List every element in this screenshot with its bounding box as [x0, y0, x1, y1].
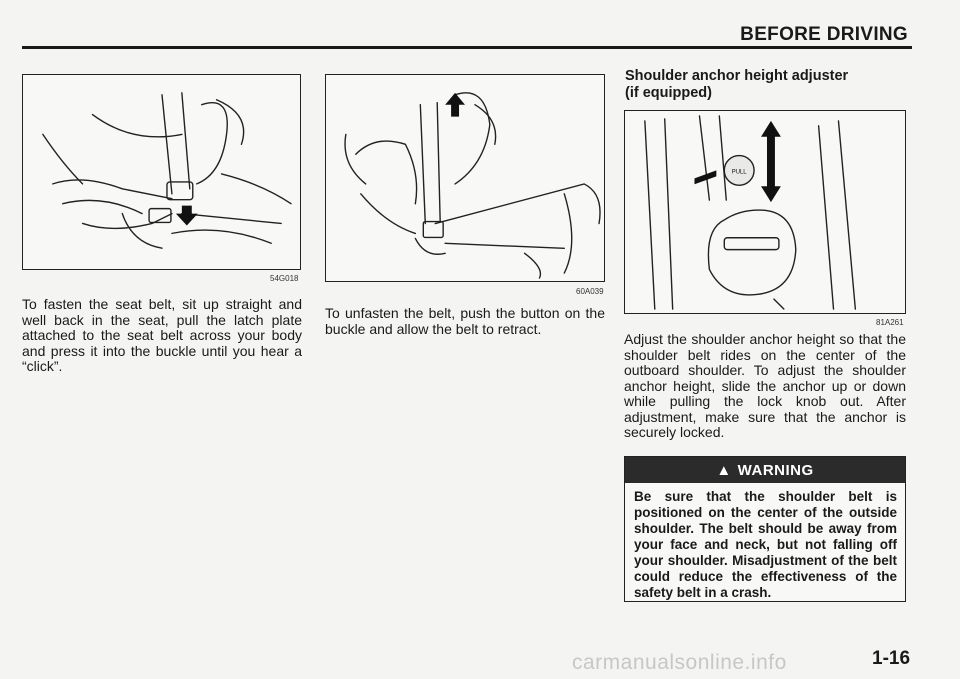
warning-triangle-icon: ▲ — [716, 461, 732, 479]
section-heading — [625, 68, 915, 102]
warning-label: WARNING — [737, 461, 814, 479]
section-heading-line2: (if equipped) — [625, 85, 712, 101]
figure-code-unfasten: 60A039 — [576, 287, 604, 296]
section-heading-line1: Shoulder anchor height adjuster — [625, 68, 849, 84]
warning-box — [624, 456, 906, 602]
pull-knob-label: PULL — [731, 169, 747, 176]
paragraph-fasten: To fasten the seat belt, sit up straight and well back in the seat, pull the latch plate attached to the seat belt across your body and press it into the buckle until you hear a “click”. — [22, 296, 302, 374]
warning-bar — [625, 457, 905, 483]
page-number: 1-16 — [872, 648, 911, 669]
figure-unfasten-belt — [325, 74, 605, 282]
figure-code-fasten: 54G018 — [270, 274, 299, 283]
header-rule — [22, 46, 912, 49]
watermark: carmanualsonline.info — [572, 651, 787, 674]
figure-anchor-adjuster — [624, 110, 906, 314]
paragraph-unfasten: To unfasten the belt, push the button on the buckle and allow the belt to retract. — [325, 305, 605, 337]
warning-text: Be sure that the shoulder belt is positioned on the center of the outside shoulder. The belt should be away from your face and neck, but not falling off your shoulder. Misadjustment of the belt could reduce the effectiveness of the safety belt in a crash. — [634, 489, 897, 600]
unfasten-belt-illustration — [326, 75, 604, 281]
fasten-belt-illustration — [23, 75, 300, 269]
header-title: BEFORE DRIVING — [740, 24, 908, 45]
figure-fasten-belt — [22, 74, 301, 270]
anchor-adjuster-illustration — [625, 111, 905, 313]
figure-code-anchor: 81A261 — [876, 318, 904, 327]
paragraph-adjust: Adjust the shoulder anchor height so that the shoulder belt rides on the center of the outboard shoulder. To adjust the shoulder anchor height, slide the anchor up or down while pulling the lock knob out. After adjustment, make sure that the anchor is securely locked. — [624, 331, 906, 440]
